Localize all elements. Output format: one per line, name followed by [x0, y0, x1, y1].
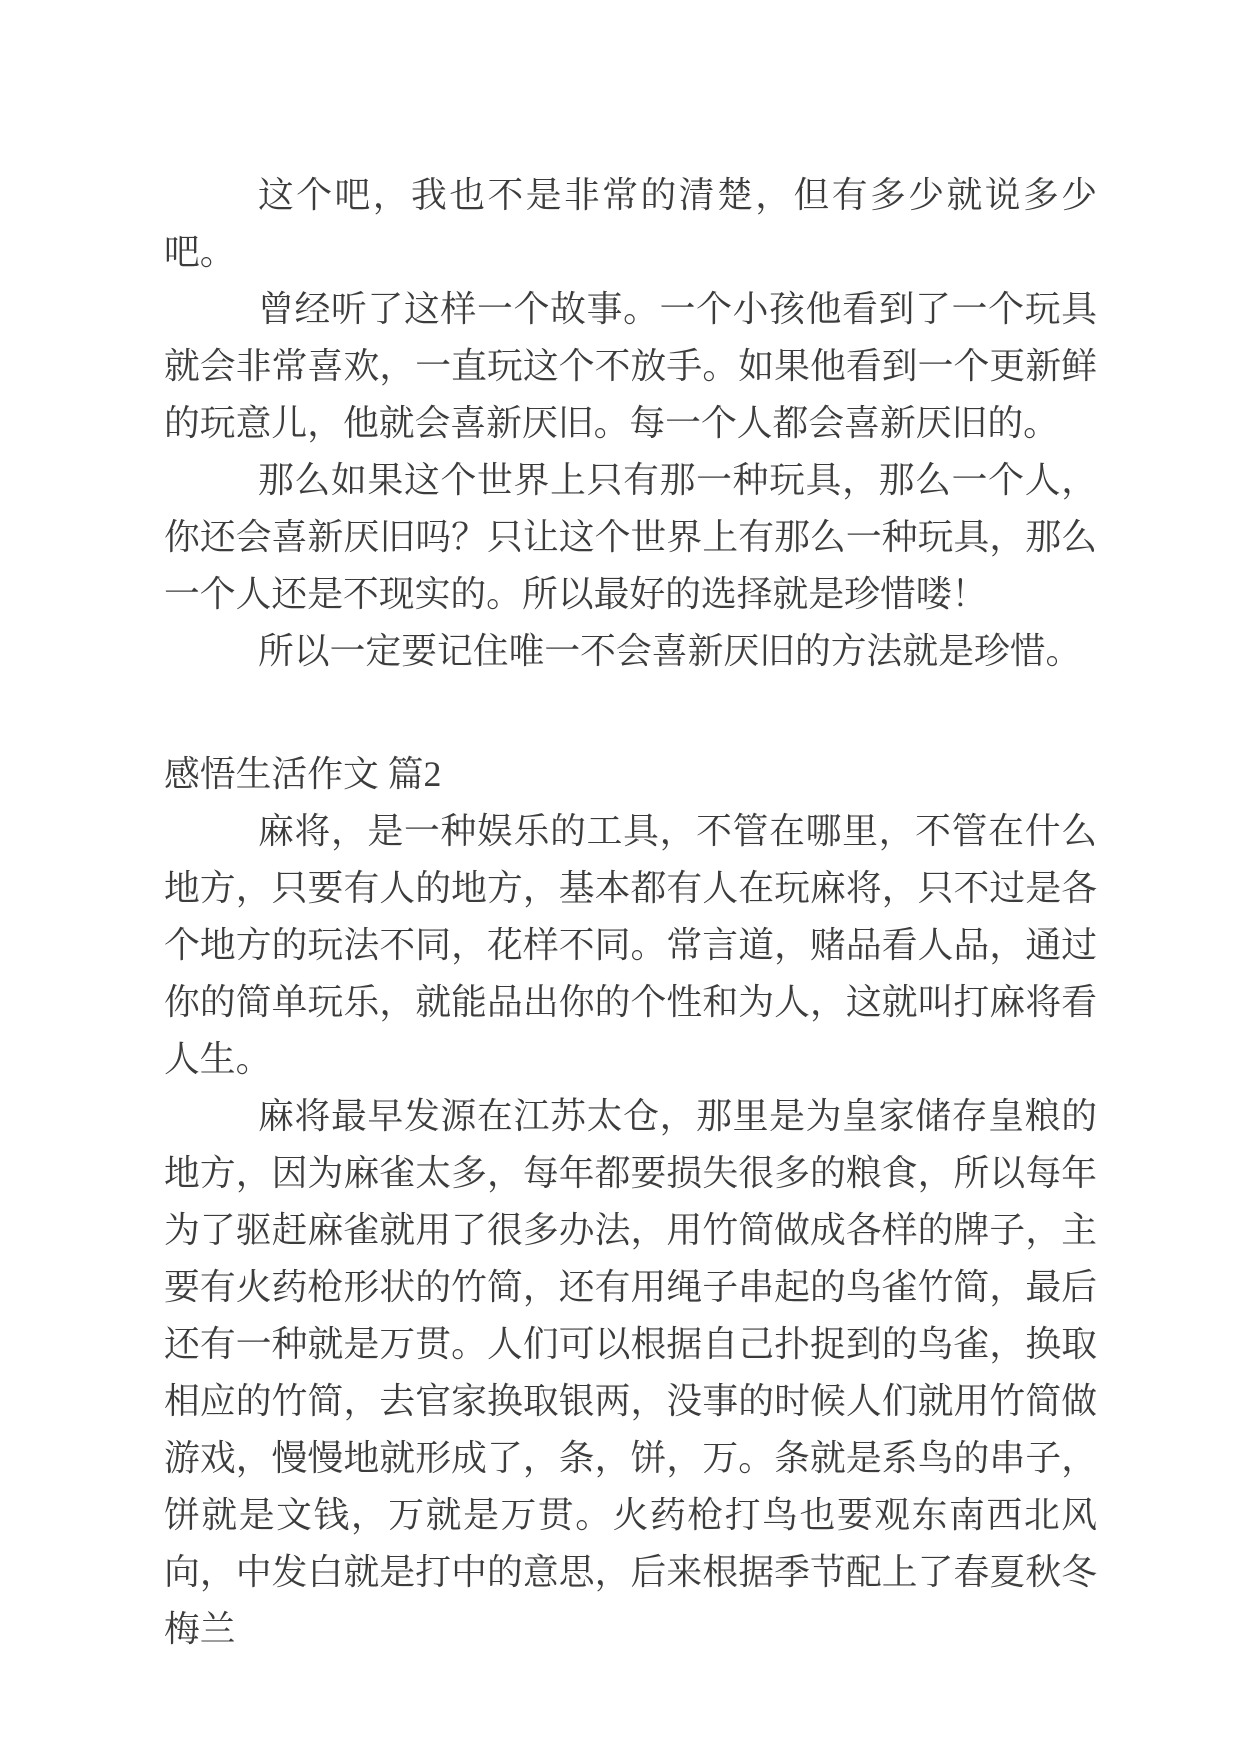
paragraph: 曾经听了这样一个故事。一个小孩他看到了一个玩具就会非常喜欢，一直玩这个不放手。如果他看到一个更新鲜的玩意儿，他就会喜新厌旧。每一个人都会喜新厌旧的。 [164, 289, 1097, 443]
document-body [164, 167, 1097, 1658]
paragraph: 麻将最早发源在江苏太仓，那里是为皇家储存皇粮的地方，因为麻雀太多，每年都要损失很多的粮食，所以每年为了驱赶麻雀就用了很多办法，用竹简做成各样的牌子，主要有火药枪形状的竹简，还有用绳子串起的鸟雀竹简，最后还有一种就是万贯。人们可以根据自己扑捉到的鸟雀，换取相应的竹简，去官家换取银两，没事的时候人们就用竹简做游戏，慢慢地就形成了，条，饼，万。条就是系鸟的串子，饼就是文钱，万就是万贯。火药枪打鸟也要观东南西北风向，中发白就是打中的意思，后来根据季节配上了春夏秋冬梅兰 [164, 1096, 1097, 1649]
paragraph: 那么如果这个世界上只有那一种玩具，那么一个人，你还会喜新厌旧吗？只让这个世界上有那么一种玩具，那么一个人还是不现实的。所以最好的选择就是珍惜喽！ [164, 460, 1097, 614]
paragraph: 所以一定要记住唯一不会喜新厌旧的方法就是珍惜。 [258, 631, 1082, 671]
paragraph: 麻将，是一种娱乐的工具，不管在哪里，不管在什么地方，只要有人的地方，基本都有人在玩麻将，只不过是各个地方的玩法不同，花样不同。常言道，赌品看人品，通过你的简单玩乐，就能品出你的个性和为人，这就叫打麻将看人生。 [164, 811, 1097, 1079]
section-heading: 感悟生活作文 篇2 [164, 754, 442, 794]
paragraph: 这个吧，我也不是非常的清楚，但有多少就说多少吧。 [164, 175, 1097, 272]
